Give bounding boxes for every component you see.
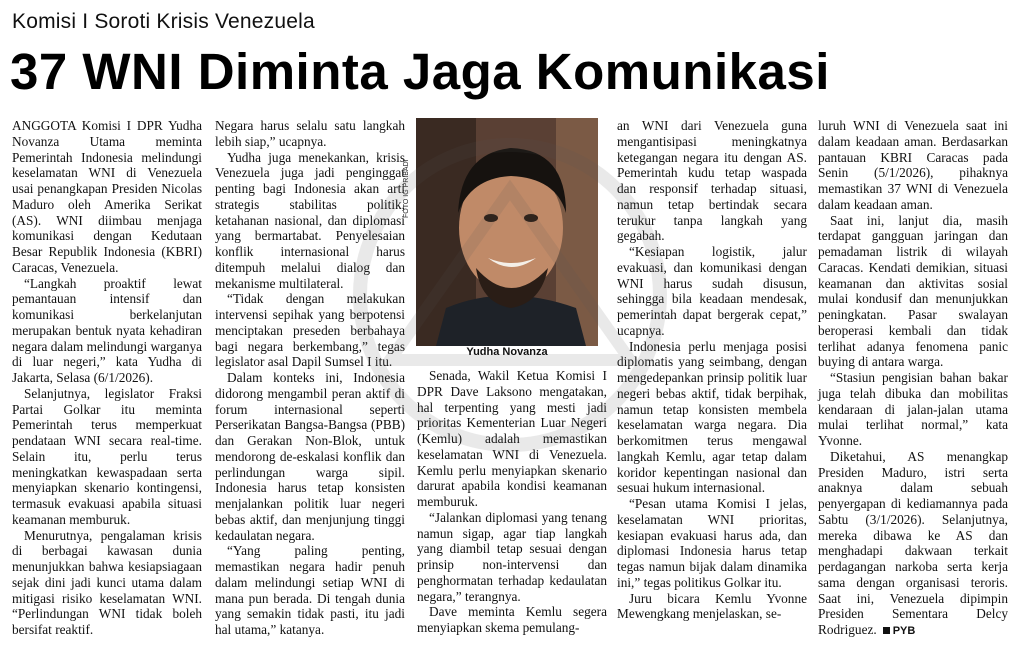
paragraph: Negara harus selalu satu langkah lebih siap,” ucapnya. [215, 118, 405, 149]
paragraph: “Stasiun pengisian bahan bakar juga telah dibuka dan mobilitas kendaraan di jalan-jalan utama mulai terlihat normal,” kata Yvonne. [818, 370, 1008, 448]
photo-caption: Yudha Novanza [466, 346, 548, 358]
kicker: Komisi I Soroti Krisis Venezuela [12, 10, 315, 33]
paragraph: Indonesia perlu menjaga posisi diplomatis yang seimbang, dengan mengedepankan prinsip politik luar negeri bebas aktif, tidak berpihak, namun tetap konsisten membela keselamatan warga negara. Dia berkomitmen terus mengawal langkah Kemlu, agar tetap dalam koridor kepentingan nasional dan sesuai hukum internasional. [617, 338, 807, 496]
paragraph: Selanjutnya, legislator Fraksi Partai Golkar itu meminta Pemerintah terus memperkuat pendataan WNI secara real-time. Selain itu, perlu terus meningkatkan kewaspadaan serta menyiapkan skenario kontingensi, termasuk evakuasi apabila situasi keamanan memburuk. [12, 385, 202, 527]
paragraph: Senada, Wakil Ketua Komisi I DPR Dave Laksono mengatakan, hal terpenting yang mesti jadi prioritas Kementerian Luar Negeri (Kemlu) adalah memastikan keselamatan WNI di Venezuela. Kemlu perlu menyiapkan skenario darurat apabila kondisi keamanan memburuk. [417, 368, 607, 509]
portrait-illustration [416, 118, 598, 346]
paragraph: “Pesan utama Komisi I jelas, keselamatan WNI prioritas, kesiapan evakuasi harus ada, dan diplomasi Indonesia harus tetap tegas namun bijak dalam dinamika ini,” tegas politikus Golkar itu. [617, 496, 807, 590]
column-4 [617, 118, 807, 622]
paragraph: “Kesiapan logistik, jalur evakuasi, dan komunikasi dengan WNI harus sudah disusun, sehingga bila keadaan mendesak, pemerintah dapat bergerak cepat,” ucapnya. [617, 244, 807, 338]
portrait-photo [416, 118, 598, 346]
column-2 [215, 118, 405, 638]
paragraph: Dalam konteks ini, Indonesia didorong mengambil peran aktif di forum internasional seperti Perserikatan Bangsa-Bangsa (PBB) dan Gerakan Non-Blok, untuk mendorong de-eskalasi konflik dan perlindungan warga sipil. Indonesia harus tetap konsisten menjalankan politik luar negeri bebas aktif, dan menjunjung tinggi kedaulatan negara. [215, 370, 405, 543]
paragraph: Saat ini, lanjut dia, masih terdapat gangguan jaringan dan pemadaman listrik di wilayah Caracas. Kendati demikian, situasi keamanan dan aktivitas sosial mulai kondusif dan menunjukkan peningkatan. Pasar swalayan beroperasi kembali dan tidak terlihat adanya fenomena panic buying di antara warga. [818, 212, 1008, 370]
paragraph: Menurutnya, pengalaman krisis di berbagai kawasan dunia menunjukkan bahwa kesiapsiagaan sejak dini jadi kunci utama dalam mitigasi risiko keselamatan WNI. “Perlindungan WNI tidak boleh bersifat reaktif. [12, 527, 202, 637]
paragraph [818, 449, 1008, 640]
headline: 37 WNI Diminta Jaga Komunikasi [10, 43, 830, 100]
photo-credit: FOTO IG PRIBADI [403, 159, 410, 218]
column-1 [12, 118, 202, 638]
paragraph: Dave meminta Kemlu segera menyiapkan skema pemulang- [417, 604, 607, 635]
paragraph: luruh WNI di Venezuela saat ini dalam keadaan aman. Berdasarkan pantauan KBRI Caracas pada Senin (5/1/2026), pihaknya memastikan 37 WNI di Venezuela dalam keadaan aman. [818, 118, 1008, 212]
paragraph: “Langkah proaktif lewat pemantauan intensif dan komunikasi berkelanjutan merupakan bentuk nyata kehadiran negara dalam melindungi warganya di luar negeri,” kata Yudha di Jakarta, Selasa (6/1/2026). [12, 275, 202, 385]
column-5 [818, 118, 1008, 640]
author-code: PYB [892, 625, 916, 637]
paragraph: Juru bicara Kemlu Yvonne Mewengkang menjelaskan, se- [617, 590, 807, 622]
column-3 [417, 368, 607, 636]
paragraph: Yudha juga menekankan, krisis Venezuela juga jadi penginggat penting bagi Indonesia akan arti strategis stabilitas politik, ketahanan nasional, dan diplomasi yang bermartabat. Penyelesaian konflik internasional harus ditempuh melalui dialog dan mekanisme multilateral. [215, 149, 405, 291]
paragraph: “Tidak dengan melakukan intervensi sepihak yang berpotensi menciptakan preseden berbahaya bagi negara berkembang,” tegas legislator asal Dapil Sumsel I itu. [215, 291, 405, 370]
paragraph-text: Diketahui, AS menangkap Presiden Maduro, istri serta anaknya dalam sebuah penyergapan di kediamannya pada Sabtu (3/1/2026). Selanjutnya, mereka dibawa ke AS dan menghadapi dakwaan terkait perdagangan narkoba serta kerja sama dengan organisasi teroris. Saat ini, Venezuela dipimpin Presiden Sementara Delcy Rodriguez. [818, 448, 1008, 637]
paragraph: “Jalankan diplomasi yang tenang namun sigap, agar tiap langkah yang diambil tetap sesuai dengan prinsip non-intervensi dan penghormatan terhadap kedaulatan negara,” terangnya. [417, 509, 607, 604]
paragraph: “Yang paling penting, memastikan negara hadir penuh dalam melindungi setiap WNI di mana pun berada. Di tengah dunia yang semakin tidak pasti, itu jadi hal utama,” katanya. [215, 543, 405, 637]
paragraph: an WNI dari Venezuela guna mengantisipasi meningkatnya ketegangan negara itu dengan AS. Pemerintah kudu tetap waspada dan responsif terhadap situasi, namun tetap bertindak secara terukur tanpa langkah yang gegabah. [617, 118, 807, 244]
paragraph: ANGGOTA Komisi I DPR Yudha Novanza Utama meminta Pemerintah Indonesia melindungi keselamatan WNI di Venezuela usai penangkapan Presiden Nicolas Maduro oleh Amerika Serikat (AS). WNI diimbau menjaga komunikasi dengan Kedutaan Besar Republik Indonesia (KBRI) Caracas, Venezuela. [12, 118, 202, 275]
end-mark-icon [883, 627, 890, 634]
